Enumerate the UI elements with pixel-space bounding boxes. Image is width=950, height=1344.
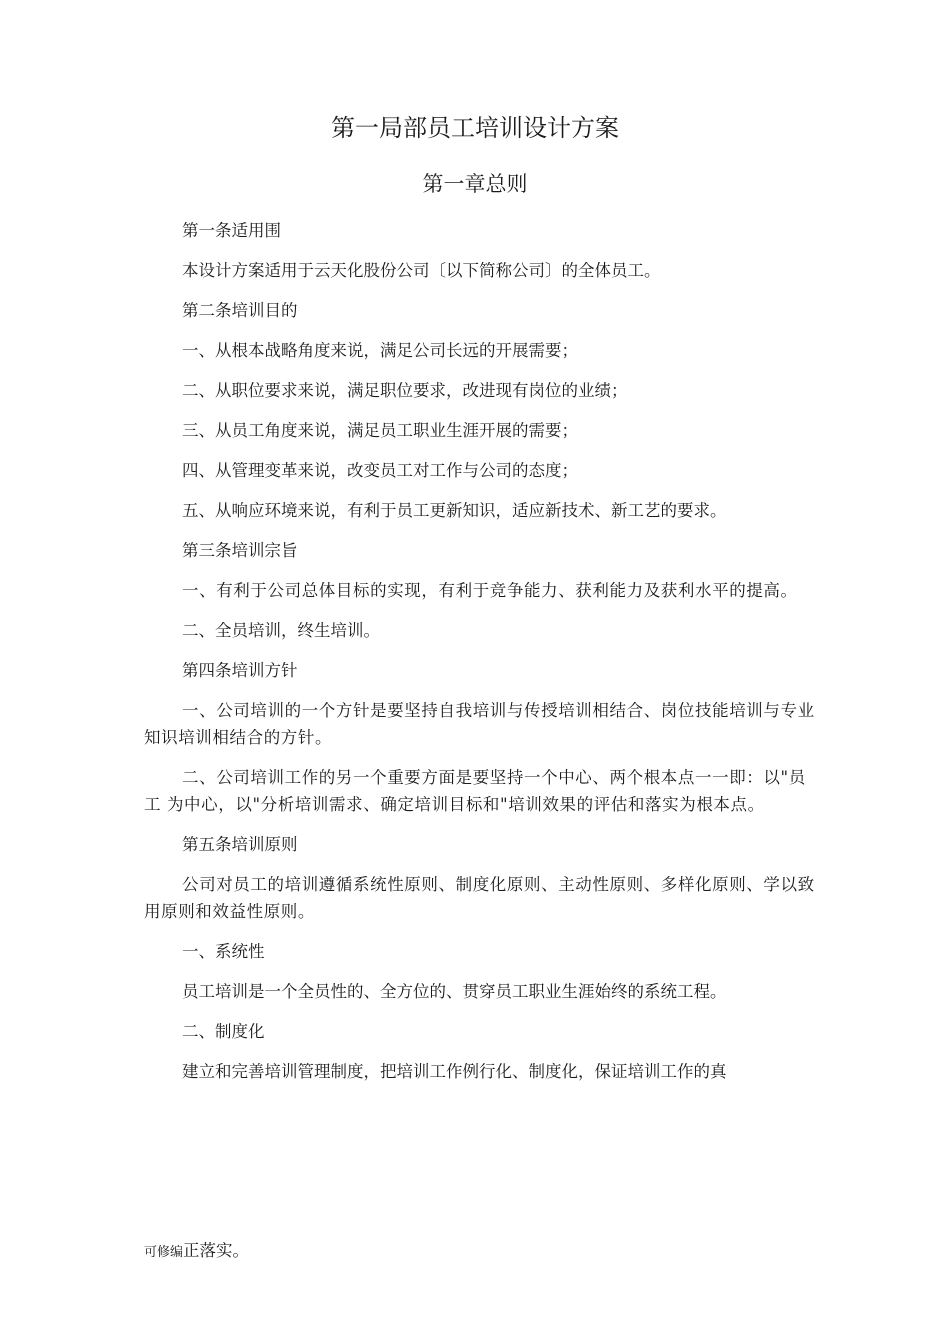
section-heading: 二、制度化	[182, 1022, 265, 1041]
article-heading: 第一条适用围	[182, 221, 281, 240]
list-item: 二、全员培训，终生培训。	[182, 621, 380, 640]
paragraph: 本设计方案适用于云天化股份公司〔以下简称公司〕的全体员工。	[182, 261, 661, 280]
list-item: 三、从员工角度来说，满足员工职业生涯开展的需要；	[182, 421, 578, 440]
list-item: 四、从管理变革来说，改变员工对工作与公司的态度；	[182, 461, 578, 480]
document-title: 第一局部员工培训设计方案	[331, 114, 619, 142]
paragraph: 公司对员工的培训遵循系统性原则、制度化原则、主动性原则、多样化原则、学以致用原则和效益性原则。	[144, 875, 815, 921]
paragraph: 建立和完善培训管理制度，把培训工作例行化、制度化，保证培训工作的真	[182, 1062, 727, 1081]
document-body	[144, 217, 820, 1098]
paragraph: 员工培训是一个全员性的、全方位的、贯穿员工职业生涯始终的系统工程。	[182, 982, 727, 1001]
article-heading: 第四条培训方针	[182, 661, 298, 680]
chapter-title: 第一章总则	[422, 172, 528, 196]
page-footer	[144, 1238, 249, 1266]
footer-editable-note: 可修编	[144, 1245, 184, 1260]
list-item: 一、从根本战略角度来说，满足公司长远的开展需要；	[182, 341, 578, 360]
article-heading: 第五条培训原则	[182, 835, 298, 854]
footer-text: 正落实。	[183, 1241, 250, 1260]
article-heading: 第三条培训宗旨	[182, 541, 298, 560]
list-item: 二、公司培训工作的另一个重要方面是要坚持一个中心、两个根本点一一即：以"员工 为中心，以"分析培训需求、确定培训目标和"培训效果的评估和落实为根本点。	[144, 768, 806, 814]
article-heading: 第二条培训目的	[182, 301, 298, 320]
list-item: 一、公司培训的一个方针是要坚持自我培训与传授培训相结合、岗位技能培训与专业知识培训相结合的方针。	[144, 701, 815, 747]
section-heading: 一、系统性	[182, 942, 265, 961]
list-item: 五、从响应环境来说，有利于员工更新知识，适应新技术、新工艺的要求。	[182, 501, 727, 520]
list-item: 一、有利于公司总体目标的实现，有利于竞争能力、获利能力及获利水平的提高。	[182, 581, 798, 600]
list-item: 二、从职位要求来说，满足职位要求，改进现有岗位的业绩；	[182, 381, 628, 400]
